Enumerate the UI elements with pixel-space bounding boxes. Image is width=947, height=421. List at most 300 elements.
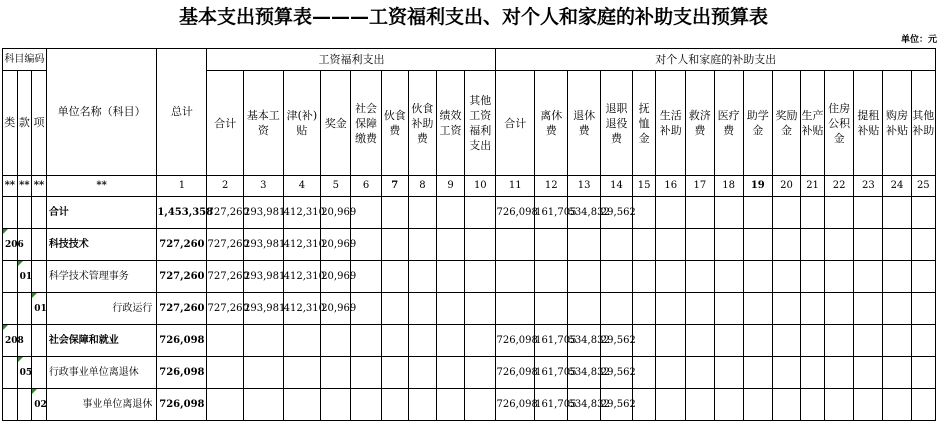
family-col-header: 住房公积金 — [825, 71, 854, 176]
empty-cell — [686, 197, 714, 229]
tuizhi-cell — [600, 261, 632, 293]
empty-cell — [743, 389, 772, 421]
lei-cell — [3, 261, 18, 293]
empty-cell — [801, 197, 825, 229]
empty-cell — [714, 293, 743, 325]
empty-cell — [381, 389, 408, 421]
salary-col-header: 津(补)贴 — [283, 71, 321, 176]
tuizhi-cell — [600, 229, 632, 261]
unit-name-cell — [46, 293, 157, 325]
bonus-cell-text: 20,969 — [321, 302, 357, 314]
family-total-cell — [496, 261, 535, 293]
empty-cell — [743, 293, 772, 325]
lei-cell — [3, 293, 18, 325]
data-rows — [3, 197, 936, 421]
empty-cell — [408, 293, 436, 325]
empty-cell — [714, 261, 743, 293]
number-cell: 7 — [381, 176, 408, 197]
budget-table — [2, 48, 936, 421]
lixiu-cell — [535, 293, 568, 325]
allowance-cell — [283, 229, 325, 261]
empty-cell — [381, 229, 408, 261]
number-cell: 3 — [244, 176, 284, 197]
number-cell: 6 — [351, 176, 381, 197]
allowance-cell-text: 412,310 — [283, 206, 325, 218]
xiang-cell-text: 02 — [34, 399, 47, 410]
number-cell: ** — [46, 176, 157, 197]
family-col-header: 抚恤金 — [633, 71, 656, 176]
empty-cell — [714, 357, 743, 389]
bonus-cell — [321, 261, 357, 293]
empty-cell — [883, 229, 911, 261]
empty-cell — [381, 197, 408, 229]
unit-name-header: 单位名称（科目） — [46, 49, 157, 176]
tuizhi-cell — [600, 389, 636, 421]
family-group-header: 对个人和家庭的补助支出 — [496, 49, 936, 71]
empty-cell — [465, 389, 496, 421]
empty-cell — [714, 229, 743, 261]
number-cell: 20 — [772, 176, 800, 197]
number-cell: 17 — [686, 176, 714, 197]
lei-cell — [3, 325, 24, 357]
family-col-header: 生活补助 — [656, 71, 686, 176]
empty-cell — [772, 229, 800, 261]
empty-cell — [351, 293, 381, 325]
basic-salary-cell-text: 293,981 — [244, 206, 286, 218]
tuixiu-cell — [568, 389, 610, 421]
lei-cell — [3, 229, 24, 261]
empty-cell — [686, 325, 714, 357]
cell-marker-icon — [32, 389, 37, 394]
xiang-cell — [32, 197, 47, 229]
empty-cell — [714, 389, 743, 421]
lei-cell — [3, 357, 18, 389]
number-cell: 15 — [633, 176, 656, 197]
allowance-cell-text: 412,310 — [283, 238, 325, 250]
salary-col-header: 伙食补助费 — [408, 71, 436, 176]
total-header: 总计 — [157, 49, 207, 176]
empty-cell — [436, 229, 464, 261]
subject-code-header: 科目编码 — [3, 49, 47, 71]
unit-name-cell — [46, 197, 157, 229]
empty-cell — [911, 229, 935, 261]
empty-cell — [743, 325, 772, 357]
xiang-header: 项 — [32, 71, 47, 176]
bonus-cell — [321, 389, 351, 421]
empty-cell — [825, 229, 854, 261]
salary-total-cell — [207, 229, 249, 261]
empty-cell — [854, 261, 883, 293]
kuan-cell — [17, 389, 32, 421]
basic-salary-cell — [244, 357, 284, 389]
xiang-cell — [32, 357, 47, 389]
empty-cell — [656, 389, 686, 421]
empty-cell — [633, 197, 656, 229]
salary-total-cell — [207, 261, 249, 293]
empty-cell — [825, 293, 854, 325]
empty-cell — [408, 229, 436, 261]
kuan-cell — [17, 197, 32, 229]
tuixiu-cell-text: 534,832 — [568, 206, 610, 218]
lei-header: 类 — [3, 71, 18, 176]
empty-cell — [801, 261, 825, 293]
tuixiu-cell-text: 534,832 — [568, 366, 610, 378]
kuan-cell — [17, 325, 32, 357]
family-col-header: 医疗费 — [714, 71, 743, 176]
allowance-cell — [283, 197, 325, 229]
salary-total-cell — [207, 197, 249, 229]
basic-salary-cell — [244, 197, 284, 229]
lixiu-cell-text: 161,705 — [535, 334, 577, 346]
unit-name-cell — [46, 357, 157, 389]
bonus-cell-text: 20,969 — [321, 238, 357, 250]
empty-cell — [436, 293, 464, 325]
family-col-header: 其他补助 — [911, 71, 935, 176]
empty-cell — [801, 293, 825, 325]
salary-total-cell — [207, 357, 244, 389]
empty-cell — [854, 389, 883, 421]
empty-cell — [772, 325, 800, 357]
lixiu-cell — [535, 389, 577, 421]
total-cell — [157, 197, 214, 229]
kuan-cell-text: 01 — [19, 271, 33, 282]
empty-cell — [883, 389, 911, 421]
unit-label: 单位：元 — [900, 35, 937, 45]
salary-col-header: 社会保障缴费 — [351, 71, 381, 176]
total-cell-text: 1,453,358 — [157, 206, 214, 218]
salary-col-header: 奖金 — [321, 71, 351, 176]
xiang-cell — [32, 389, 47, 421]
empty-cell — [381, 261, 408, 293]
salary-col-header: 合计 — [207, 71, 244, 176]
basic-salary-cell — [244, 325, 284, 357]
salary-col-header: 基本工资 — [244, 71, 284, 176]
allowance-cell-text: 412,310 — [283, 270, 325, 282]
empty-cell — [801, 325, 825, 357]
empty-cell — [714, 325, 743, 357]
salary-col-header: 绩效工资 — [436, 71, 464, 176]
empty-cell — [465, 229, 496, 261]
cell-marker-icon — [32, 293, 37, 298]
empty-cell — [743, 261, 772, 293]
family-col-header: 助学金 — [743, 71, 772, 176]
tuizhi-cell — [600, 325, 636, 357]
family-total-cell-text: 726,098 — [496, 398, 538, 410]
family-col-header: 提租补贴 — [854, 71, 883, 176]
salary-total-cell — [207, 389, 244, 421]
kuan-cell — [17, 293, 32, 325]
lixiu-cell — [535, 261, 568, 293]
salary-col-header: 其他工资福利支出 — [465, 71, 496, 176]
basic-salary-cell — [244, 389, 284, 421]
number-cell: 24 — [883, 176, 911, 197]
empty-cell — [801, 229, 825, 261]
empty-cell — [656, 325, 686, 357]
empty-cell — [854, 325, 883, 357]
total-cell — [157, 293, 207, 325]
empty-cell — [883, 261, 911, 293]
empty-cell — [772, 357, 800, 389]
allowance-cell — [283, 325, 321, 357]
kuan-cell — [17, 357, 32, 389]
cell-marker-icon — [18, 357, 23, 362]
allowance-cell — [283, 389, 321, 421]
unit-name-cell — [46, 229, 157, 261]
empty-cell — [465, 357, 496, 389]
lei-cell-text: 206 — [5, 239, 24, 250]
family-col-header: 生产补贴 — [801, 71, 825, 176]
empty-cell — [633, 325, 656, 357]
empty-cell — [351, 197, 381, 229]
table-row — [3, 197, 936, 229]
empty-cell — [381, 357, 408, 389]
empty-cell — [883, 293, 911, 325]
empty-cell — [772, 389, 800, 421]
number-cell: 1 — [157, 176, 207, 197]
allowance-cell — [283, 293, 325, 325]
salary-total-cell-text: 727,260 — [207, 302, 249, 314]
empty-cell — [408, 357, 436, 389]
tuixiu-cell — [568, 325, 610, 357]
empty-cell — [686, 293, 714, 325]
xiang-cell — [32, 325, 47, 357]
empty-cell — [911, 389, 935, 421]
number-cell: 12 — [535, 176, 568, 197]
unit-name-cell — [46, 389, 157, 421]
empty-cell — [381, 293, 408, 325]
number-cell: 8 — [408, 176, 436, 197]
family-total-cell-text: 726,098 — [496, 334, 538, 346]
table-row — [3, 325, 936, 357]
bonus-cell-text: 20,969 — [321, 206, 357, 218]
empty-cell — [911, 293, 935, 325]
family-col-header: 离休费 — [535, 71, 568, 176]
empty-cell — [772, 261, 800, 293]
empty-cell — [656, 357, 686, 389]
empty-cell — [825, 325, 854, 357]
total-cell — [157, 261, 207, 293]
empty-cell — [633, 293, 656, 325]
xiang-cell — [32, 293, 47, 325]
tuizhi-cell — [600, 197, 636, 229]
empty-cell — [801, 389, 825, 421]
number-cell: 10 — [465, 176, 496, 197]
lixiu-cell-text: 161,705 — [535, 366, 577, 378]
total-cell — [157, 389, 207, 421]
kuan-cell-text: 05 — [19, 367, 33, 378]
empty-cell — [351, 389, 381, 421]
bonus-cell — [321, 357, 351, 389]
salary-total-cell — [207, 325, 244, 357]
family-total-cell — [496, 325, 538, 357]
tuizhi-cell-text: 29,562 — [600, 398, 636, 410]
empty-cell — [772, 197, 800, 229]
empty-cell — [408, 197, 436, 229]
number-cell: 5 — [321, 176, 351, 197]
empty-cell — [633, 357, 656, 389]
salary-total-cell-text: 727,260 — [207, 238, 249, 250]
number-cell: 21 — [801, 176, 825, 197]
allowance-cell — [283, 357, 321, 389]
number-cell: 9 — [436, 176, 464, 197]
tuizhi-cell-text: 29,562 — [600, 366, 636, 378]
basic-salary-cell-text: 293,981 — [244, 302, 286, 314]
family-total-cell — [496, 293, 535, 325]
total-cell — [157, 229, 207, 261]
empty-cell — [911, 325, 935, 357]
total-cell-text: 727,260 — [159, 238, 205, 250]
kuan-cell — [17, 261, 32, 293]
kuan-cell — [17, 229, 32, 261]
empty-cell — [854, 197, 883, 229]
salary-group-header: 工资福利支出 — [207, 49, 496, 71]
empty-cell — [743, 197, 772, 229]
empty-cell — [436, 197, 464, 229]
bonus-cell — [321, 293, 357, 325]
tuixiu-cell — [568, 229, 600, 261]
tuixiu-cell — [568, 293, 600, 325]
basic-salary-cell — [244, 229, 284, 261]
empty-cell — [656, 261, 686, 293]
unit-name-cell-text: 科技技术 — [48, 238, 89, 250]
empty-cell — [772, 293, 800, 325]
tuixiu-cell-text: 534,832 — [568, 334, 610, 346]
table-row — [3, 261, 936, 293]
total-cell-text: 726,098 — [159, 366, 205, 378]
family-col-header: 退职退役费 — [600, 71, 632, 176]
empty-cell — [656, 293, 686, 325]
unit-name-cell-text: 科学技术管理事务 — [48, 270, 129, 282]
allowance-cell-text: 412,310 — [283, 302, 325, 314]
empty-cell — [408, 389, 436, 421]
column-number-row — [3, 176, 936, 197]
empty-cell — [633, 229, 656, 261]
empty-cell — [408, 325, 436, 357]
tuixiu-cell-text: 534,832 — [568, 398, 610, 410]
unit-name-cell-text: 行政运行 — [112, 302, 153, 314]
total-cell — [157, 325, 207, 357]
empty-cell — [686, 261, 714, 293]
empty-cell — [686, 357, 714, 389]
tuizhi-cell-text: 29,562 — [600, 206, 636, 218]
basic-salary-cell — [244, 293, 284, 325]
total-cell — [157, 357, 207, 389]
xiang-cell-text: 01 — [34, 303, 47, 314]
number-cell: 16 — [656, 176, 686, 197]
empty-cell — [436, 325, 464, 357]
bonus-cell — [321, 325, 351, 357]
family-col-header: 奖励金 — [772, 71, 800, 176]
kuan-header: 款 — [17, 71, 32, 176]
unit-name-cell — [46, 325, 157, 357]
basic-salary-cell-text: 293,981 — [244, 270, 286, 282]
tuizhi-cell — [600, 357, 636, 389]
empty-cell — [883, 325, 911, 357]
empty-cell — [351, 261, 381, 293]
empty-cell — [743, 357, 772, 389]
empty-cell — [351, 357, 381, 389]
cell-marker-icon — [3, 325, 8, 330]
empty-cell — [465, 293, 496, 325]
family-total-cell — [496, 197, 538, 229]
salary-col-header: 伙食费 — [381, 71, 408, 176]
table-row — [3, 229, 936, 261]
lei-cell-text: 208 — [5, 335, 24, 346]
empty-cell — [854, 229, 883, 261]
empty-cell — [351, 325, 381, 357]
unit-name-cell-text: 行政事业单位离退休 — [48, 366, 139, 378]
family-total-cell — [496, 229, 535, 261]
tuixiu-cell — [568, 197, 610, 229]
empty-cell — [825, 389, 854, 421]
empty-cell — [911, 357, 935, 389]
empty-cell — [656, 229, 686, 261]
number-cell: 25 — [911, 176, 935, 197]
empty-cell — [633, 389, 656, 421]
number-cell: 23 — [854, 176, 883, 197]
page-title: 基本支出预算表———工资福利支出、对个人和家庭的补助支出预算表 — [178, 6, 768, 28]
tuizhi-cell — [600, 293, 632, 325]
family-total-cell-text: 726,098 — [496, 206, 538, 218]
family-col-header: 购房补贴 — [883, 71, 911, 176]
allowance-cell — [283, 261, 325, 293]
number-cell: 18 — [714, 176, 743, 197]
lixiu-cell — [535, 357, 577, 389]
empty-cell — [883, 357, 911, 389]
xiang-cell — [32, 261, 47, 293]
total-cell-text: 727,260 — [159, 270, 205, 282]
family-col-header: 合计 — [496, 71, 535, 176]
total-cell-text: 726,098 — [159, 334, 205, 346]
empty-cell — [436, 261, 464, 293]
empty-cell — [801, 357, 825, 389]
table-row — [3, 293, 936, 325]
empty-cell — [854, 357, 883, 389]
empty-cell — [381, 325, 408, 357]
empty-cell — [465, 325, 496, 357]
table-row — [3, 357, 936, 389]
family-total-cell-text: 726,098 — [496, 366, 538, 378]
lixiu-cell — [535, 325, 577, 357]
tuizhi-cell-text: 29,562 — [600, 334, 636, 346]
basic-salary-cell-text: 293,981 — [244, 238, 286, 250]
unit-name-cell-text: 社会保障和就业 — [48, 334, 119, 346]
number-cell: 14 — [600, 176, 632, 197]
total-cell-text: 727,260 — [159, 302, 205, 314]
tuixiu-cell — [568, 357, 610, 389]
family-total-cell — [496, 357, 538, 389]
empty-cell — [408, 261, 436, 293]
number-cell: ** — [32, 176, 47, 197]
family-total-cell — [496, 389, 538, 421]
empty-cell — [633, 261, 656, 293]
lixiu-cell-text: 161,705 — [535, 206, 577, 218]
cell-marker-icon — [18, 261, 23, 266]
empty-cell — [351, 229, 381, 261]
empty-cell — [436, 357, 464, 389]
number-cell: 22 — [825, 176, 854, 197]
family-col-header: 救济费 — [686, 71, 714, 176]
number-cell: 4 — [283, 176, 321, 197]
bonus-cell — [321, 229, 357, 261]
lixiu-cell — [535, 197, 577, 229]
lei-cell — [3, 197, 18, 229]
empty-cell — [686, 229, 714, 261]
tuixiu-cell — [568, 261, 600, 293]
empty-cell — [743, 229, 772, 261]
total-cell-text: 726,098 — [159, 398, 205, 410]
number-cell: 2 — [207, 176, 244, 197]
